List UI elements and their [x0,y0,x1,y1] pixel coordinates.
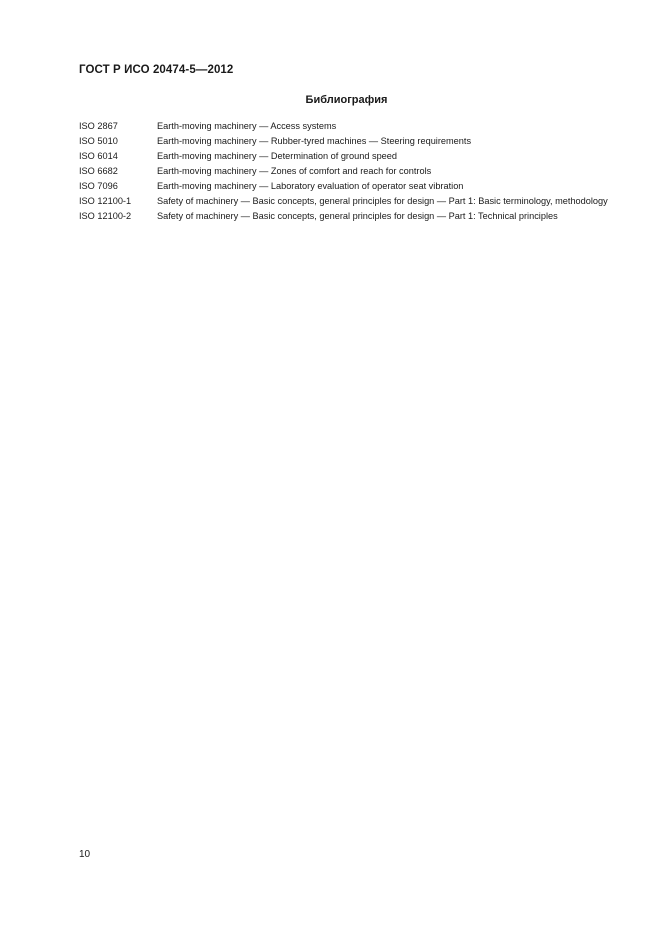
bibliography-text: Earth-moving machinery — Access systems [157,121,337,131]
page-header-standard: ГОСТ Р ИСО 20474-5—2012 [79,64,234,76]
bibliography-entry [79,166,615,177]
bibliography-ref: ISO 12100-1 [79,196,132,206]
bibliography-entry [79,121,615,132]
bibliography-ref: ISO 6682 [79,166,118,176]
bibliography-text: Safety of machinery — Basic concepts, general principles for design — Part 1: Technical principles [157,211,558,221]
bibliography-ref: ISO 6014 [79,151,118,161]
bibliography-text: Earth-moving machinery — Determination of ground speed [157,151,398,161]
bibliography-entry [79,196,615,207]
bibliography-entry [79,211,615,222]
bibliography-ref: ISO 5010 [79,136,118,146]
bibliography-text: Earth-moving machinery — Rubber-tyred machines — Steering requirements [157,136,472,146]
bibliography-title: Библиография [305,94,388,106]
bibliography-text: Earth-moving machinery — Zones of comfort and reach for controls [157,166,432,176]
bibliography-entry [79,151,615,162]
bibliography-ref: ISO 2867 [79,121,118,131]
bibliography-text: Safety of machinery — Basic concepts, general principles for design — Part 1: Basic terminology, methodology [157,196,608,206]
bibliography-ref: ISO 12100-2 [79,211,132,221]
bibliography-entry [79,136,615,147]
bibliography-text: Earth-moving machinery — Laboratory evaluation of operator seat vibration [157,181,464,191]
bibliography-ref: ISO 7096 [79,181,118,191]
bibliography-entry [79,181,615,192]
bibliography-list [79,121,615,226]
page-number: 10 [79,849,91,860]
